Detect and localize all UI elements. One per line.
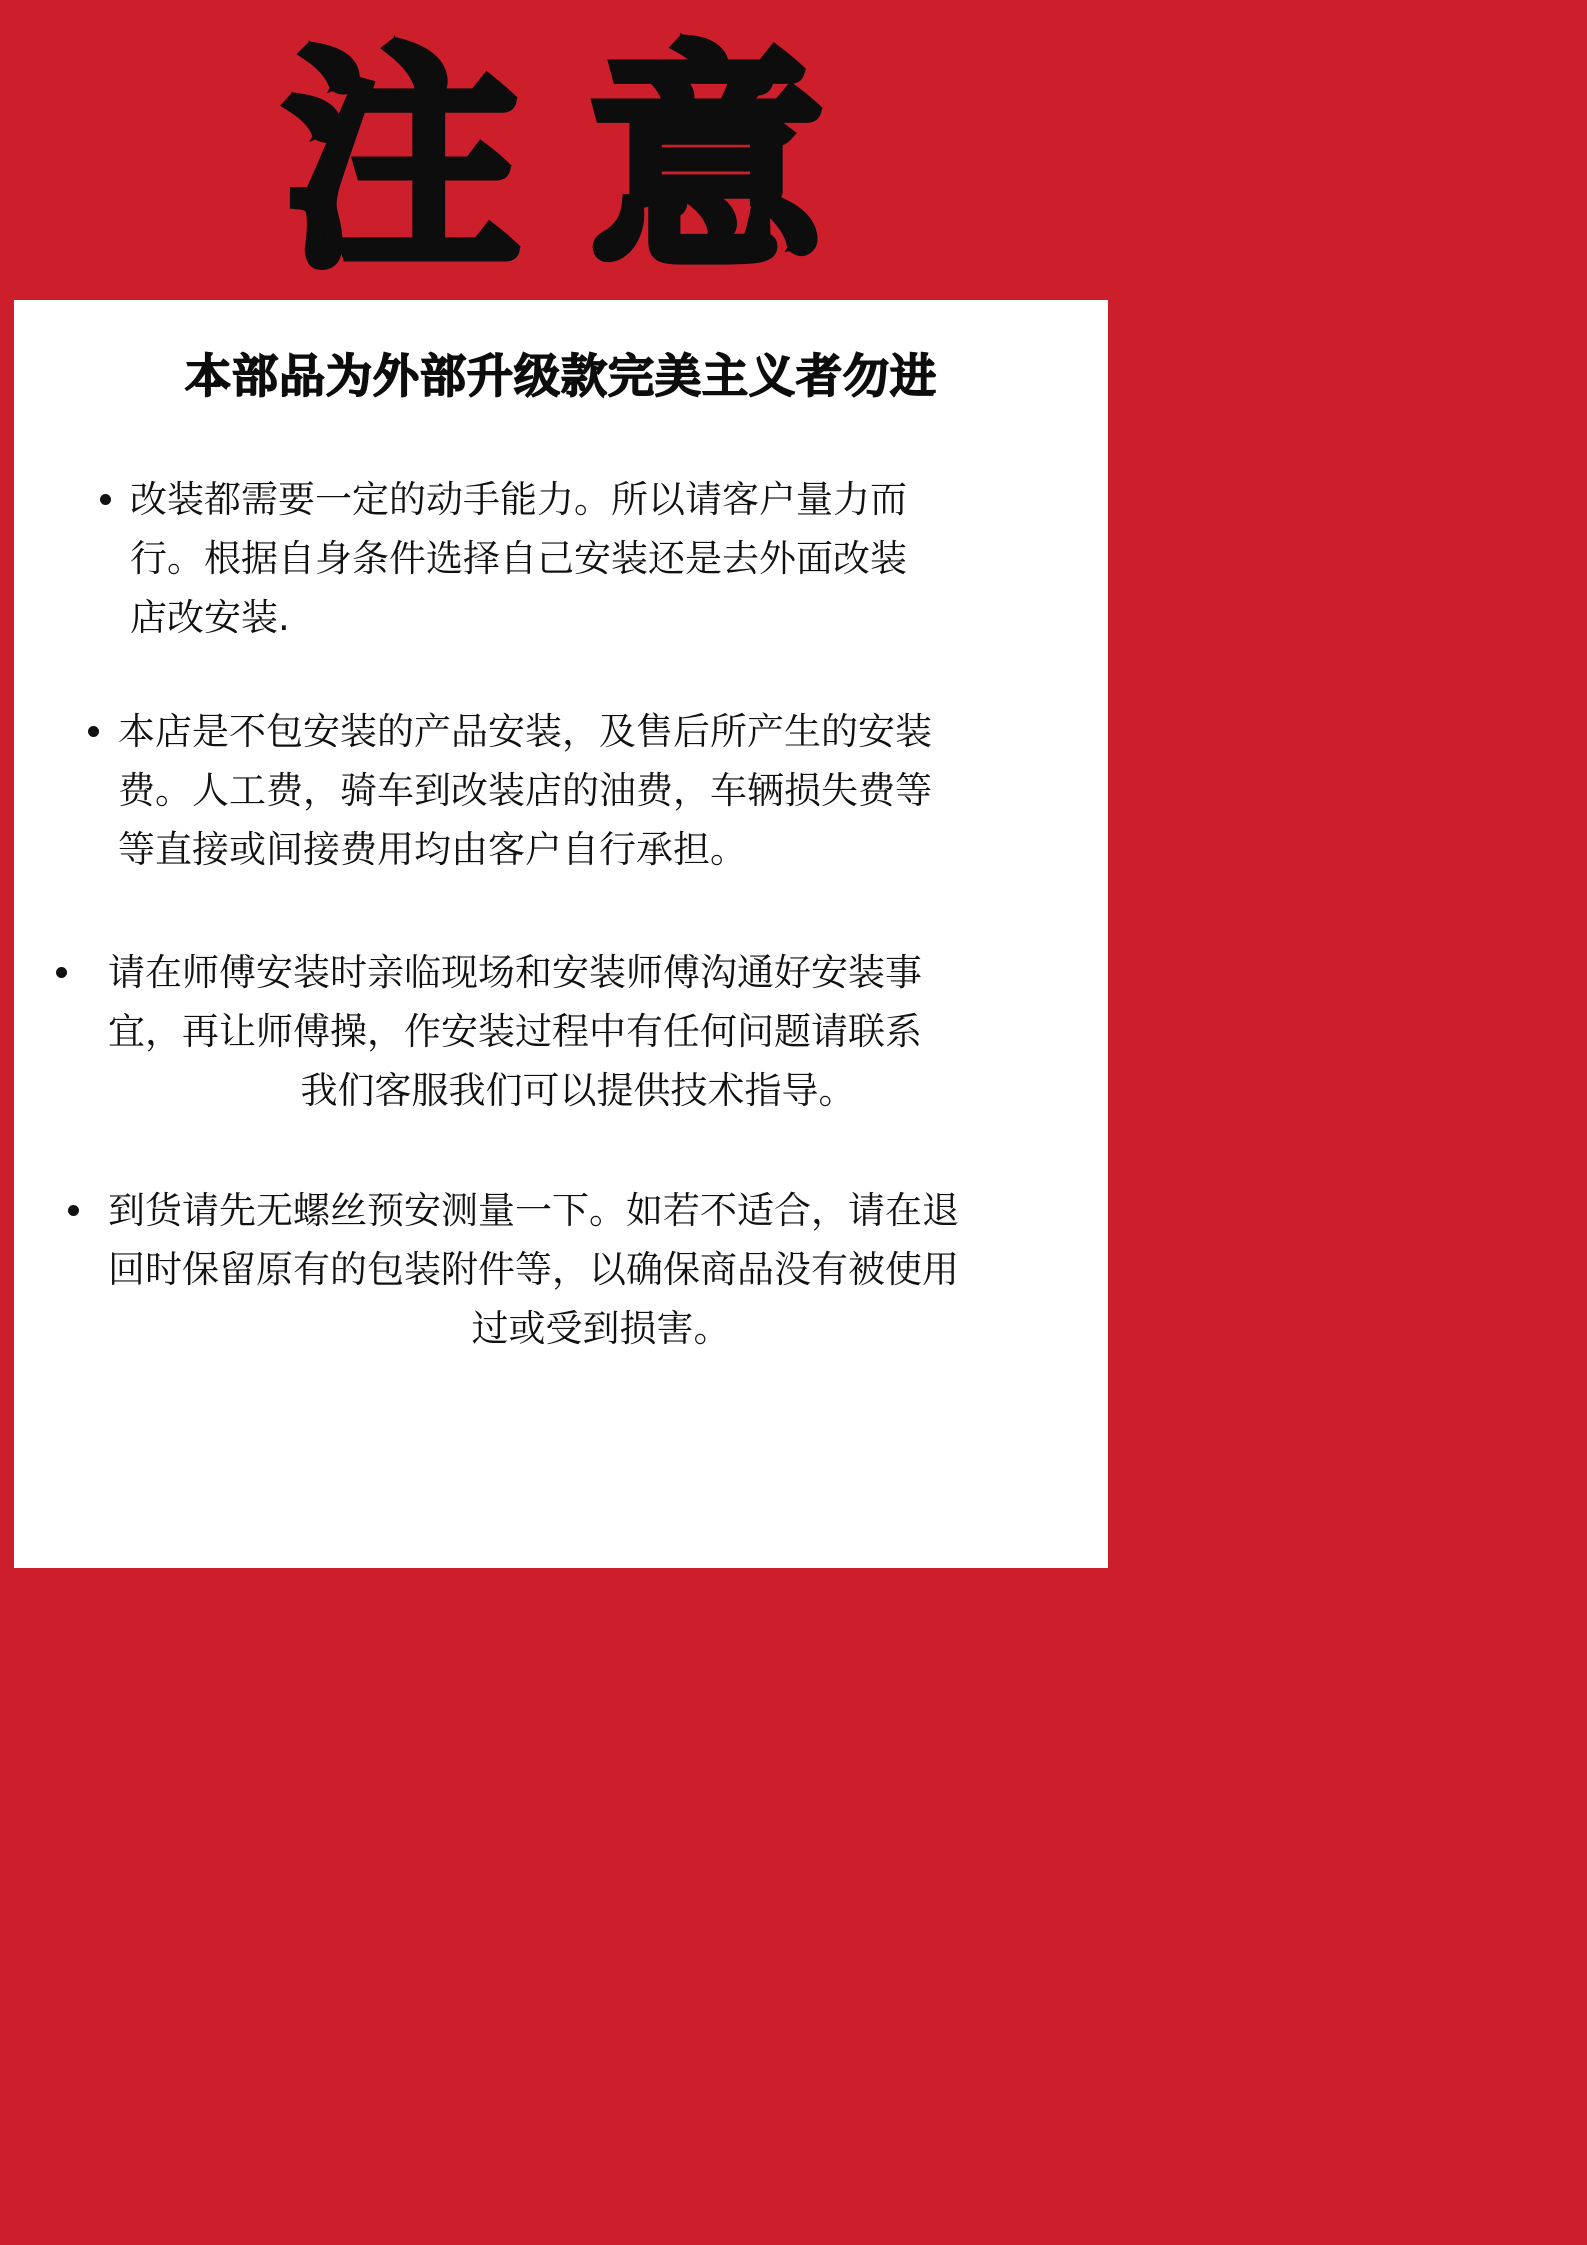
notice-item-text bbox=[118, 702, 932, 879]
notice-item-text bbox=[108, 1181, 1094, 1358]
notice-item-line: 宜，再让师傅操，作安装过程中有任何问题请联系 bbox=[108, 1010, 922, 1053]
notice-item-line: 请在师傅安装时亲临现场和安装师傅沟通好安装事 bbox=[108, 951, 922, 994]
notice-item-line: 本店是不包安装的产品安装，及售后所产生的安装 bbox=[118, 710, 932, 753]
bullet-icon bbox=[56, 967, 67, 978]
notice-item-line: 我们客服我们可以提供技术指导。 bbox=[300, 1069, 856, 1112]
notice-item-line: 店改安装. bbox=[130, 596, 290, 639]
notice-item-text bbox=[108, 943, 1048, 1120]
notice-item-line: 行。根据自身条件选择自己安装还是去外面改装 bbox=[130, 537, 907, 580]
notice-item-line: 到货请先无螺丝预安测量一下。如若不适合，请在退 bbox=[108, 1189, 959, 1232]
notice-item-line: 过或受到损害。 bbox=[471, 1307, 731, 1350]
bullet-icon bbox=[88, 726, 99, 737]
page-title: 注意 bbox=[284, 26, 894, 299]
notice-item-line: 改装都需要一定的动手能力。所以请客户量力而 bbox=[130, 478, 907, 521]
bullet-icon bbox=[100, 494, 111, 505]
notice-panel bbox=[14, 300, 1108, 1568]
notice-item-text bbox=[130, 470, 907, 647]
notice-item-line: 等直接或间接费用均由客户自行承担。 bbox=[118, 828, 747, 871]
bullet-icon bbox=[68, 1205, 79, 1216]
header-banner bbox=[0, 0, 1108, 300]
notice-item-line: 费。人工费，骑车到改装店的油费，车辆损失费等 bbox=[118, 769, 932, 812]
notice-subtitle: 本部品为外部升级款完美主义者勿进 bbox=[185, 349, 937, 403]
notice-item-line: 回时保留原有的包装附件等，以确保商品没有被使用 bbox=[108, 1248, 959, 1291]
